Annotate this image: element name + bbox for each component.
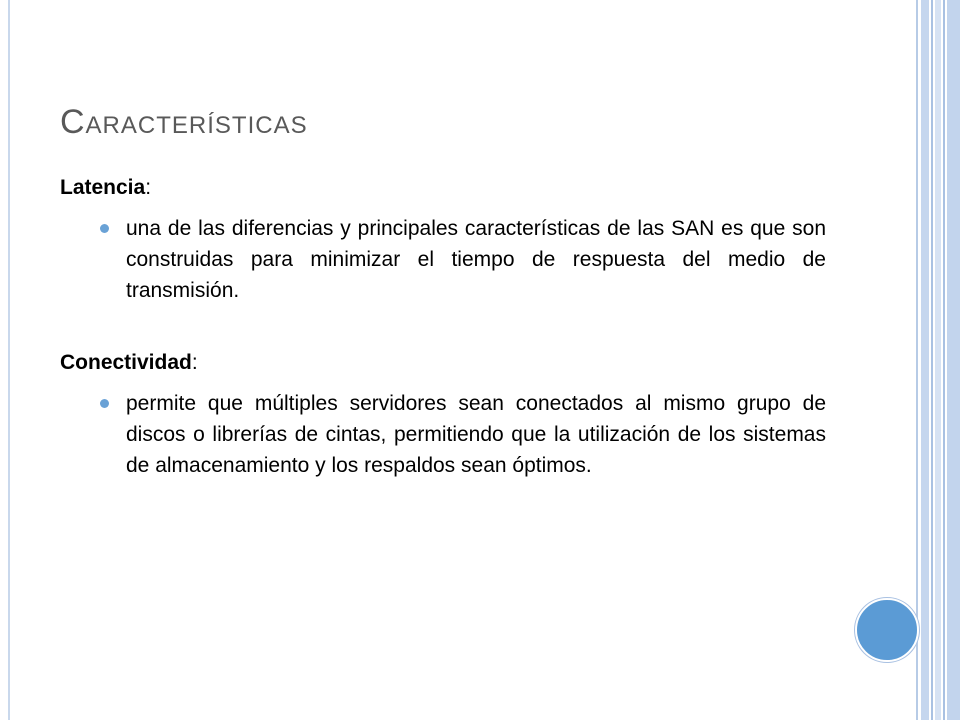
heading-colon: : — [191, 351, 198, 374]
decorative-circle — [855, 598, 919, 662]
bullet-text: una de las diferencias y principales características de las SAN es que son construidas para minimizar el tiempo de respuesta del medio de transmisión. — [126, 217, 826, 302]
stripe — [935, 0, 941, 720]
slide-content — [60, 172, 826, 481]
stripe — [931, 0, 933, 720]
decorative-stripes — [916, 0, 960, 720]
stripe — [947, 0, 960, 720]
heading-text: Conectividad — [60, 351, 192, 374]
heading-colon: : — [145, 176, 152, 199]
bullet-item — [60, 388, 826, 481]
bullet-dot-icon — [100, 224, 109, 233]
stripe — [916, 0, 918, 720]
heading-text: Latencia — [60, 176, 146, 199]
bullet-dot-icon — [100, 399, 109, 408]
section-heading-conectividad — [60, 347, 826, 378]
bullet-item — [60, 213, 826, 306]
section-heading-latencia — [60, 172, 826, 203]
frame-line — [8, 0, 10, 720]
stripe — [921, 0, 929, 720]
stripe — [943, 0, 945, 720]
bullet-text: permite que múltiples servidores sean conectados al mismo grupo de discos o librerías de cintas, permitiendo que la utilización de los sistemas de almacenamiento y los respaldos sean óptimos. — [126, 392, 826, 477]
slide-title: Características — [60, 103, 308, 141]
